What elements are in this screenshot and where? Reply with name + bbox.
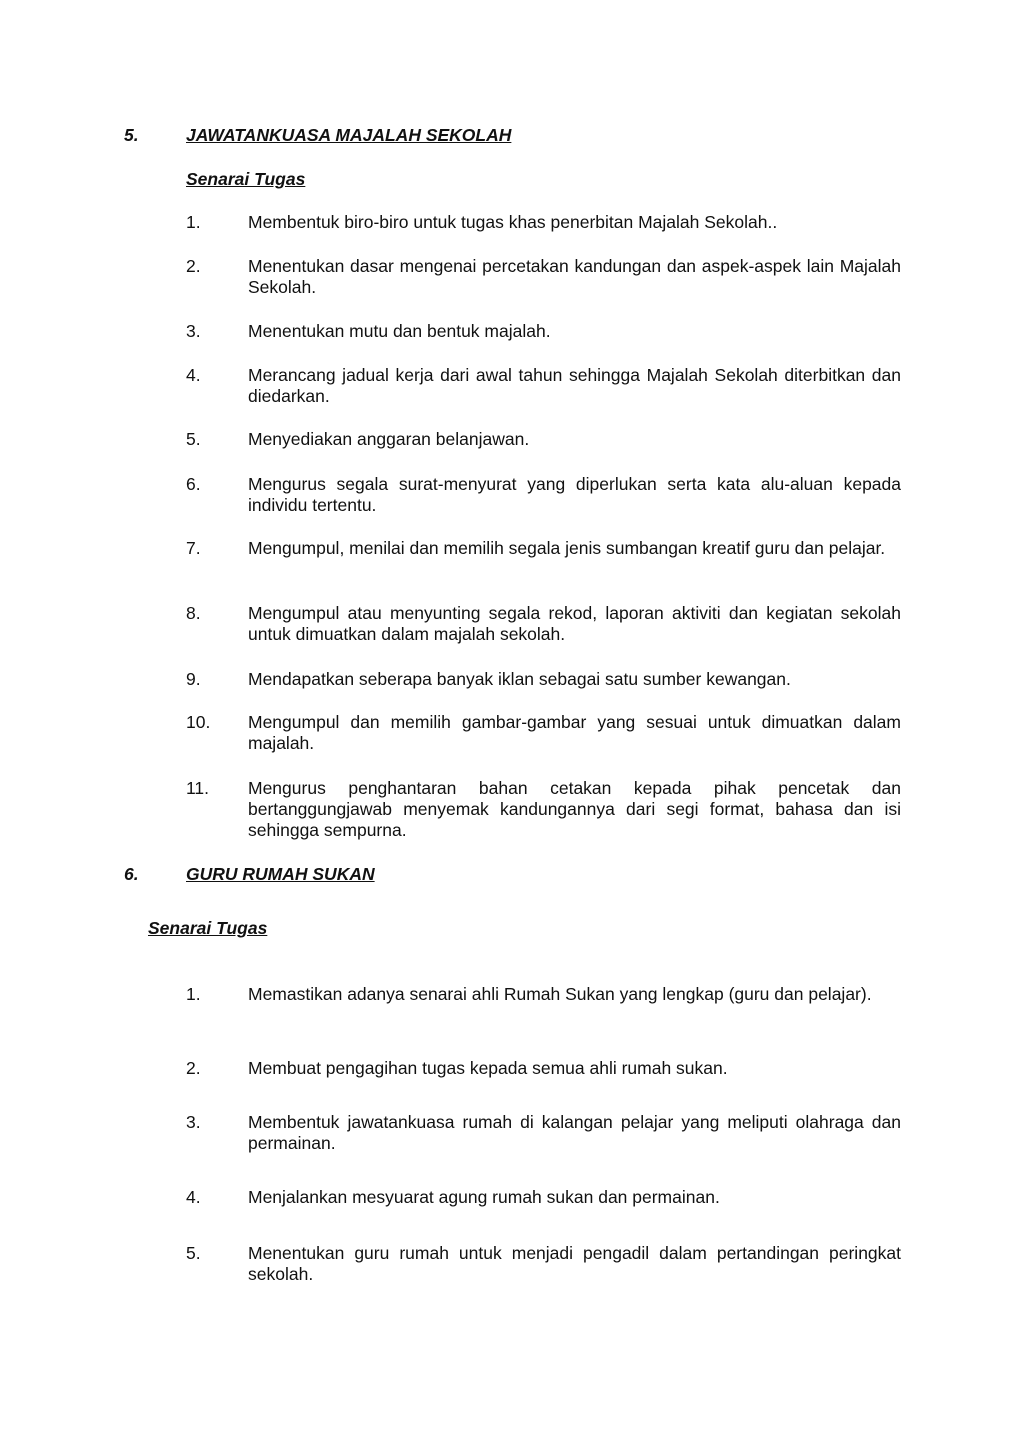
list-item-text: Mengumpul dan memilih gambar-gambar yang sesuai untuk dimuatkan dalam majalah. <box>248 712 901 753</box>
list-item-text: Menentukan dasar mengenai percetakan kandungan dan aspek-aspek lain Majalah Sekolah. <box>248 256 901 297</box>
list-item-number: 2. <box>186 1058 201 1078</box>
list-item-number: 11. <box>186 778 210 798</box>
list-item-number: 2. <box>186 256 201 276</box>
section-6-number: 6. <box>124 864 139 884</box>
section-6-subheading: Senarai Tugas <box>148 918 268 938</box>
list-item-text: Merancang jadual kerja dari awal tahun sehingga Majalah Sekolah diterbitkan dan diedarkan. <box>248 365 901 406</box>
list-item-text: Mengumpul atau menyunting segala rekod, laporan aktiviti dan kegiatan sekolah untuk dimuatkan dalam majalah sekolah. <box>248 603 901 644</box>
list-item-text: Menentukan guru rumah untuk menjadi pengadil dalam pertandingan peringkat sekolah. <box>248 1243 901 1284</box>
list-item-number: 7. <box>186 538 201 558</box>
list-item-number: 3. <box>186 1112 201 1132</box>
list-item-text: Membentuk jawatankuasa rumah di kalangan pelajar yang meliputi olahraga dan permainan. <box>248 1112 901 1153</box>
list-item-text: Menentukan mutu dan bentuk majalah. <box>248 321 551 341</box>
list-item-text: Mengurus penghantaran bahan cetakan kepada pihak pencetak dan bertanggungjawab menyemak kandungannya dari segi format, bahasa dan isi sehingga sempurna. <box>248 778 901 840</box>
section-5-title: JAWATANKUASA MAJALAH SEKOLAH <box>186 125 512 145</box>
list-item-number: 10. <box>186 712 211 732</box>
list-item-number: 8. <box>186 603 201 623</box>
list-item-number: 3. <box>186 321 201 341</box>
list-item-text: Mengumpul, menilai dan memilih segala jenis sumbangan kreatif guru dan pelajar. <box>248 538 886 558</box>
list-item-text: Membentuk biro-biro untuk tugas khas penerbitan Majalah Sekolah.. <box>248 212 778 232</box>
section-5-subheading: Senarai Tugas <box>186 169 306 189</box>
list-item-number: 6. <box>186 474 201 494</box>
section-5-number: 5. <box>124 125 139 145</box>
list-item-number: 4. <box>186 1187 201 1207</box>
list-item-text: Mengurus segala surat-menyurat yang diperlukan serta kata alu-aluan kepada individu tertentu. <box>248 474 901 515</box>
list-item-number: 5. <box>186 429 201 449</box>
list-item-number: 5. <box>186 1243 201 1263</box>
list-item-number: 1. <box>186 984 201 1004</box>
list-item-text: Memastikan adanya senarai ahli Rumah Sukan yang lengkap (guru dan pelajar). <box>248 984 872 1004</box>
list-item-number: 4. <box>186 365 201 385</box>
list-item-text: Menyediakan anggaran belanjawan. <box>248 429 530 449</box>
list-item-number: 9. <box>186 669 201 689</box>
section-6-title: GURU RUMAH SUKAN <box>186 864 375 884</box>
list-item-text: Menjalankan mesyuarat agung rumah sukan dan permainan. <box>248 1187 720 1207</box>
list-item-text: Mendapatkan seberapa banyak iklan sebagai satu sumber kewangan. <box>248 669 791 689</box>
list-item-number: 1. <box>186 212 201 232</box>
list-item-text: Membuat pengagihan tugas kepada semua ahli rumah sukan. <box>248 1058 728 1078</box>
